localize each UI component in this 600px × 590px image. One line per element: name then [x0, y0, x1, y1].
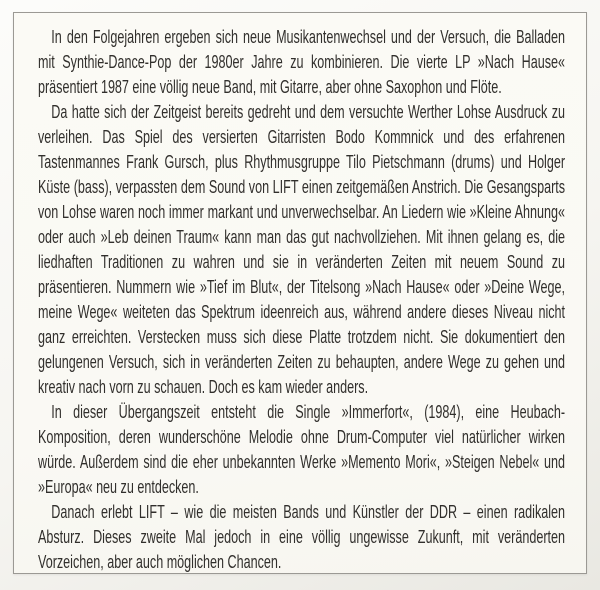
text-panel [13, 12, 587, 574]
paragraph: In dieser Übergangszeit entsteht die Single »Immerfort«, (1984), eine Heubach-Komposition, deren wunderschöne Melodie ohne Drum-Computer viel natürlicher wirken würde. Außerdem sind die eher unbekannten Werke »Memento Mori«, »Steigen Nebel« und »Europa« neu zu entdecken. [38, 402, 566, 497]
paragraph: Danach erlebt LIFT – wie die meisten Bands und Künstler der DDR – einen radikalen Absturz. Dieses zweite Mal jedoch in eine völlig ungewisse Zukunft, mit veränderten Vorzeichen, aber auch möglichen Chancen. [38, 502, 566, 572]
paragraph: Da hatte sich der Zeitgeist bereits gedreht und dem versuchte Werther Lohse Ausdruck zu verleihen. Das Spiel des versierten Gitarristen Bodo Kommnick und des erfahrenen Tastenmannes Frank Gursch, plus Rhythmusgruppe Tilo Pietschmann (drums) und Holger Küste (bass), verpassten dem Sound von LIFT einen zeitgemäßen Anstrich. Die Gesangsparts von Lohse waren noch immer markant und unverwechselbar. An Liedern wie »Kleine Ahnung« oder auch »Leb deinen Traum« kann man das gut nachvollziehen. Mit ihnen gelang es, die liedhaften Traditionen zu wahren und sie in veränderten Zeiten mit neuem Sound zu präsentieren. Nummern wie »Tief im Blut«, der Titelsong »Nach Hause« oder »Deine Wege, meine Wege« weiteten das Spektrum ideenreich aus, während andere dieses Niveau nicht ganz erreichten. Verstecken muss sich diese Platte trotzdem nicht. Sie dokumentiert den gelungenen Versuch, sich in veränderten Zeiten zu behaupten, andere Wege zu gehen und kreativ nach vorn zu schauen. Doch es kam wieder anders. [38, 102, 566, 397]
body-text [38, 25, 565, 575]
paragraph: In den Folgejahren ergeben sich neue Musikantenwechsel und der Versuch, die Balladen mit Synthie-Dance-Pop der 1980er Jahre zu kombinieren. Die vierte LP »Nach Hause« präsentiert 1987 eine völlig neue Band, mit Gitarre, aber ohne Saxophon und Flöte. [38, 27, 566, 97]
